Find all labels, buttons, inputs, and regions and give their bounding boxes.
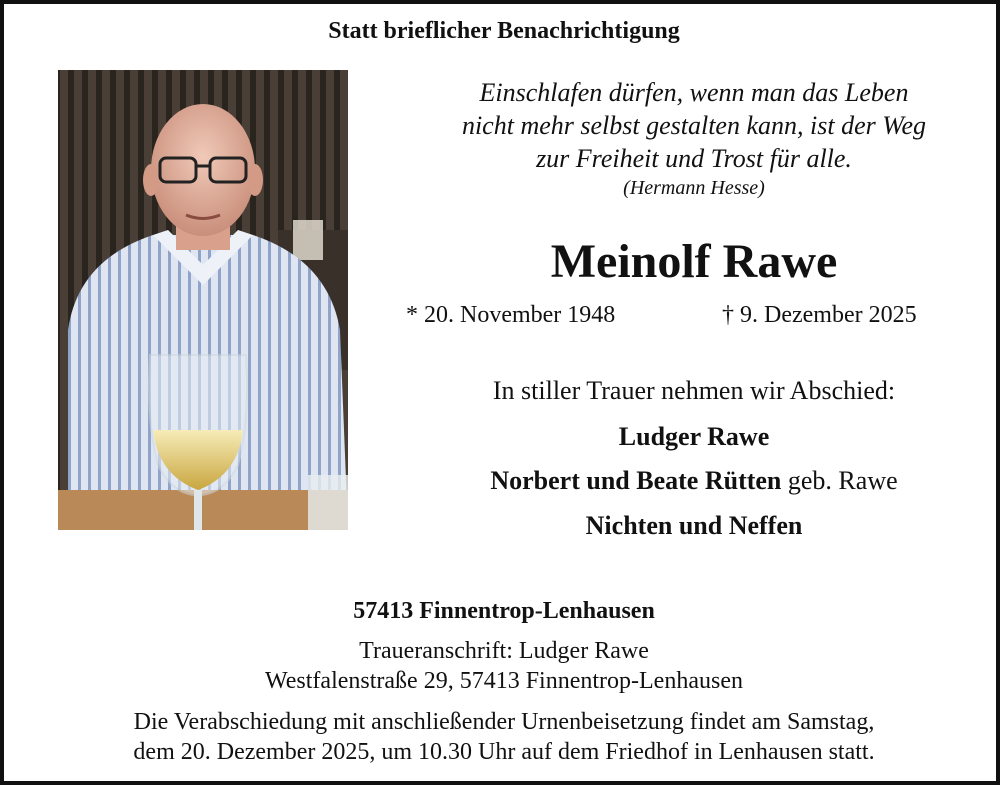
ceremony-line: dem 20. Dezember 2025, um 10.30 Uhr auf dem Friedhof in Lenhausen statt.: [133, 739, 875, 765]
quote-line: Einschlafen dürfen, wenn man das Leben: [479, 78, 909, 107]
mourner-entry: [389, 511, 999, 541]
ceremony-line: Die Verabschiedung mit anschließender Urnenbeisetzung findet am Samstag,: [133, 709, 875, 735]
quote-line: zur Freiheit und Trost für alle.: [536, 144, 852, 173]
mourner-suffix: geb. Rawe: [781, 466, 898, 495]
mourner-name: Norbert und Beate Rütten: [490, 466, 782, 495]
place-line: 57413 Finnentrop-Lenhausen: [353, 598, 655, 624]
mourner-entry: [389, 466, 999, 496]
notice-header: Statt brieflicher Benachrichtigung: [328, 18, 680, 44]
quote-author: (Hermann Hesse): [623, 177, 765, 199]
deceased-name: Meinolf Rawe: [550, 235, 838, 288]
mourner-name: Nichten und Neffen: [585, 511, 803, 540]
mourner-name: Ludger Rawe: [618, 422, 770, 451]
portrait-photo: [58, 70, 348, 530]
ceremony-info: [4, 707, 1000, 767]
quote-line: nicht mehr selbst gestalten kann, ist der Weg: [461, 111, 927, 140]
quote-block: [389, 76, 999, 201]
birth-date: * 20. November 1948: [406, 302, 616, 328]
portrait-illustration: [58, 70, 348, 530]
mourner-entry: [389, 422, 999, 452]
mourning-intro: In stiller Trauer nehmen wir Abschied:: [492, 376, 896, 405]
mourning-address-street: Westfalenstraße 29, 57413 Finnentrop-Lenhausen: [265, 668, 743, 694]
mourning-address-name: Traueranschrift: Ludger Rawe: [359, 638, 649, 664]
death-date: † 9. Dezember 2025: [722, 302, 917, 328]
